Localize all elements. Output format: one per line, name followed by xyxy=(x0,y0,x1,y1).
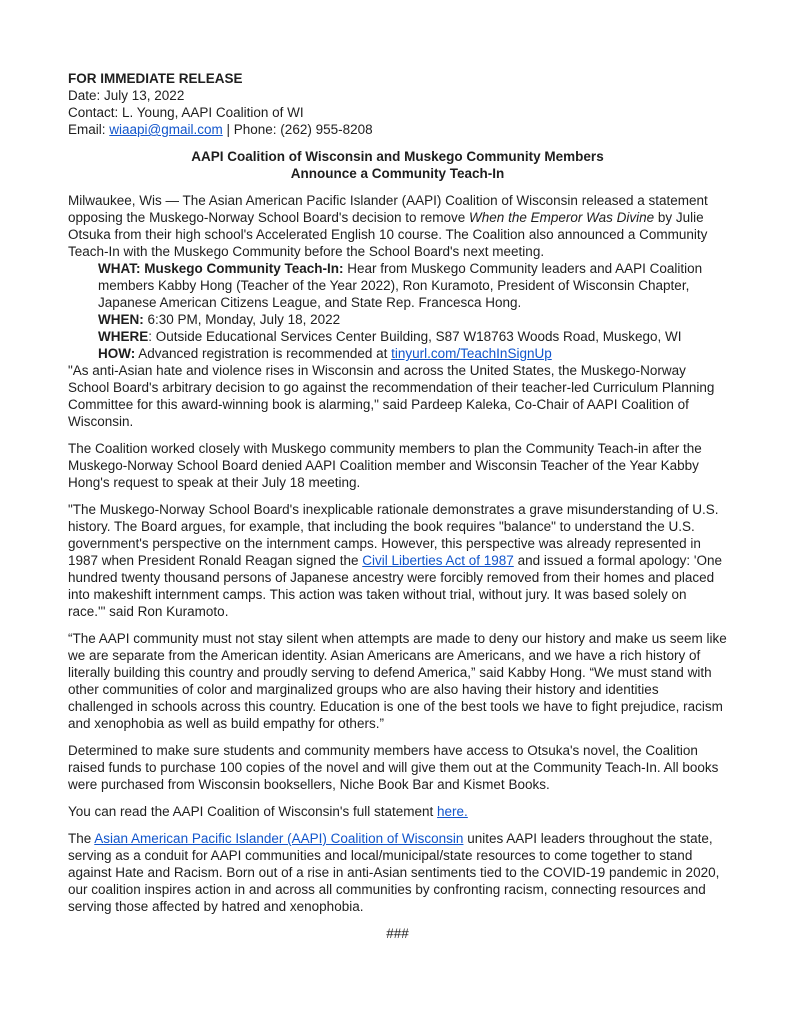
text-run: WHERE xyxy=(98,329,149,344)
text-run: : Outside Educational Services Center Building, S87 W18763 Woods Road, Muskego, WI xyxy=(148,329,682,344)
book-distribution-paragraph xyxy=(68,742,727,793)
teach-in-planning-paragraph xyxy=(68,440,727,491)
what-item xyxy=(68,260,727,311)
kuramoto-quote-paragraph xyxy=(68,501,727,620)
text-run: FOR IMMEDIATE RELEASE xyxy=(68,71,243,86)
text-run: WHAT: Muskego Community Teach-In: xyxy=(98,261,344,276)
text-run: Email: xyxy=(68,122,110,137)
civil-liberties-act-link[interactable]: Civil Liberties Act of 1987 xyxy=(362,553,514,568)
coalition-link[interactable]: Asian American Pacific Islander (AAPI) Coalition of Wisconsin xyxy=(94,831,464,846)
date-line xyxy=(68,87,727,104)
text-run: "As anti-Asian hate and violence rises in Wisconsin and across the United States, the Muskego-Norway School Board's arbitrary decision to go against the recommendation of their teacher-led Curriculum Planning Committee for this award-winning book is alarming," said Pardeep Kaleka, Co-Chair of AAPI Coalition of Wisconsin. xyxy=(68,363,715,429)
teach-in-signup-link[interactable]: tinyurl.com/TeachInSignUp xyxy=(391,346,552,361)
text-run: 6:30 PM, Monday, July 18, 2022 xyxy=(143,312,341,327)
end-mark xyxy=(68,925,727,942)
email-phone-line xyxy=(68,121,727,138)
text-run: The Coalition worked closely with Muskego community members to plan the Community Teach-in after the Muskego-Norway School Board denied AAPI Coalition member and Wisconsin Teacher of the Year Kabby Hong's request to speak at their July 18 meeting. xyxy=(68,441,702,490)
text-run: Announce a Community Teach-In xyxy=(290,166,505,181)
text-run: and issued a formal apology: 'One hundred twenty thousand persons of Japanese ancestry were forcibly removed from their homes and placed into makeshift internment camps. This action was taken without trial, without jury. It was based solely on race.'" said Ron Kuramoto. xyxy=(68,553,723,619)
text-run: HOW: xyxy=(98,346,136,361)
text-run: Determined to make sure students and community members have access to Otsuka's novel, the Coalition raised funds to purchase 100 copies of the novel and will give them out at the Community Teach-In. All books were purchased from Wisconsin booksellers, Niche Book Bar and Kismet Books. xyxy=(68,743,719,792)
text-run: | Phone: (262) 955-8208 xyxy=(222,122,373,137)
spacer xyxy=(68,182,727,192)
text-run: by Julie Otsuka from their high school's Accelerated English 10 course. The Coalition also announced a Community Teach-In with the Muskego Community before the School Board's next meeting. xyxy=(68,210,708,259)
email-link[interactable]: wiaapi@gmail.com xyxy=(109,122,223,137)
where-item xyxy=(68,328,727,345)
text-run: When the Emperor Was Divine xyxy=(469,210,655,225)
headline-line-1 xyxy=(68,148,727,165)
text-run: ### xyxy=(386,926,409,941)
headline-line-2 xyxy=(68,165,727,182)
text-run: You can read the AAPI Coalition of Wisconsin's full statement xyxy=(68,804,438,819)
text-run: "The Muskego-Norway School Board's inexplicable rationale demonstrates a grave misunderstanding of U.S. history. The Board argues, for example, that including the book requires "balance" to understand the U.S. government's perspective on the internment camps. However, this perspective was already represented in 1987 when President Ronald Reagan signed the xyxy=(68,502,719,568)
text-run: Milwaukee, Wis — The Asian American Pacific Islander (AAPI) Coalition of Wisconsin released a statement opposing the Muskego-Norway School Board's decision to remove xyxy=(68,193,708,225)
text-run: AAPI Coalition of Wisconsin and Muskego Community Members xyxy=(191,149,604,164)
lead-paragraph xyxy=(68,192,727,260)
hong-quote-paragraph xyxy=(68,630,727,732)
document-body xyxy=(68,70,727,942)
text-run: unites AAPI leaders throughout the state, serving as a conduit for AAPI communities and local/municipal/state resources to come together to stand against Hate and Racism. Born out of a rise in anti-Asian sentiments tied to the COVID-19 pandemic in 2020, our coalition inspires action in and across all communities by confronting racism, connecting resources and serving those affected by hatred and xenophobia. xyxy=(68,831,720,914)
full-statement-link[interactable]: here. xyxy=(437,804,468,819)
text-run: Date: July 13, 2022 xyxy=(68,88,185,103)
contact-line xyxy=(68,104,727,121)
kaleka-quote-paragraph xyxy=(68,362,727,430)
spacer xyxy=(68,138,727,148)
how-item xyxy=(68,345,727,362)
full-statement-paragraph xyxy=(68,803,727,820)
when-item xyxy=(68,311,727,328)
about-coalition-paragraph xyxy=(68,830,727,915)
text-run: WHEN: xyxy=(98,312,144,327)
text-run: Contact: L. Young, AAPI Coalition of WI xyxy=(68,105,304,120)
text-run: The xyxy=(68,831,95,846)
text-run: Hear from Muskego Community leaders and AAPI Coalition members Kabby Hong (Teacher of the Year 2022), Ron Kuramoto, President of Wisconsin Chapter, Japanese American Citizens League, and State Rep. Francesca Hong. xyxy=(98,261,703,310)
text-run: Advanced registration is recommended at xyxy=(135,346,392,361)
text-run: “The AAPI community must not stay silent when attempts are made to deny our history and make us seem like we are separate from the American identity. Asian Americans are Americans, and we have a rich history of literally building this country and proudly serving to defend America,” said Kabby Hong. “We must stand with other communities of color and marginalized groups who are also having their history and identities challenged in schools across this country. Education is one of the best tools we have to fight prejudice, racism and xenophobia as well as build empathy for others.” xyxy=(68,631,727,731)
release-status-line xyxy=(68,70,727,87)
